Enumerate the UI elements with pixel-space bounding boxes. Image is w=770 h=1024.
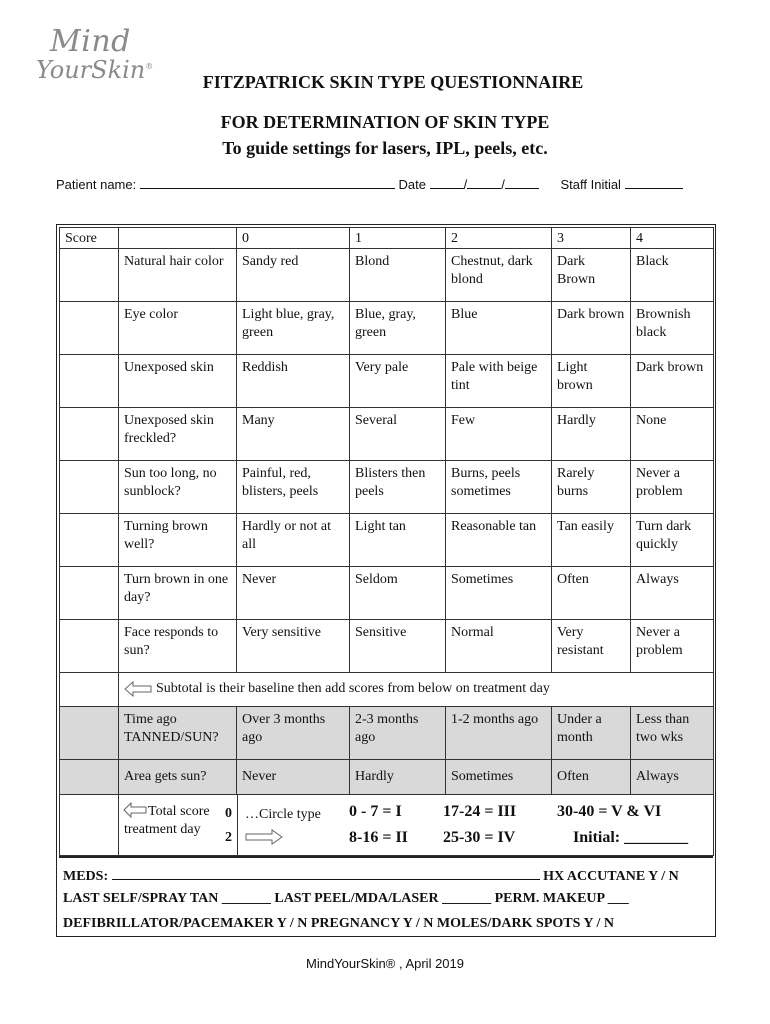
score-cell[interactable]	[60, 302, 119, 355]
question-cell: Area gets sun?	[119, 760, 237, 795]
answer-cell: Often	[552, 567, 631, 620]
answer-cell: Chestnut, dark blond	[446, 249, 552, 302]
answer-cell: 1-2 months ago	[446, 707, 552, 760]
header-row	[60, 228, 714, 249]
date-month-field[interactable]	[430, 176, 464, 189]
total-digit-2: 2	[225, 830, 232, 845]
answer-cell: Always	[631, 567, 714, 620]
question-cell: Unexposed skin freckled?	[119, 408, 237, 461]
arrow-right-icon	[245, 829, 283, 845]
question-cell: Natural hair color	[119, 249, 237, 302]
answer-cell: Blue, gray, green	[350, 302, 446, 355]
arrow-left-icon	[124, 681, 152, 697]
answer-cell: Normal	[446, 620, 552, 673]
patient-name-label: Patient name:	[56, 177, 137, 192]
questionnaire-table	[59, 227, 714, 856]
answer-cell: Very sensitive	[237, 620, 350, 673]
table-row	[60, 620, 714, 673]
page-subtitle-2: To guide settings for lasers, IPL, peels, etc.	[222, 138, 548, 158]
answer-cell: Very pale	[350, 355, 446, 408]
answer-cell: Many	[237, 408, 350, 461]
subtotal-text: Subtotal is their baseline then add scores from below on treatment day	[156, 681, 550, 696]
answer-cell: Never	[237, 567, 350, 620]
page-title: FITZPATRICK SKIN TYPE QUESTIONNAIRE	[202, 72, 584, 92]
question-cell: Turning brown well?	[119, 514, 237, 567]
answer-cell: 2-3 months ago	[350, 707, 446, 760]
header-2: 2	[446, 228, 552, 249]
table-row	[60, 355, 714, 408]
header-0: 0	[237, 228, 350, 249]
question-cell: Eye color	[119, 302, 237, 355]
answer-cell: Turn dark quickly	[631, 514, 714, 567]
table-row	[60, 408, 714, 461]
date-label: Date	[398, 177, 426, 192]
answer-cell: Light brown	[552, 355, 631, 408]
answer-cell: Dark Brown	[552, 249, 631, 302]
answer-cell: None	[631, 408, 714, 461]
score-cell[interactable]	[60, 461, 119, 514]
header-score: Score	[60, 228, 119, 249]
staff-initial-label: Staff Initial	[560, 177, 621, 192]
answer-cell: Black	[631, 249, 714, 302]
subtotal-note	[119, 673, 714, 707]
footer: MindYourSkin® , April 2019	[306, 956, 464, 971]
question-cell: Face responds to sun?	[119, 620, 237, 673]
treatment-row	[60, 707, 714, 760]
score-cell[interactable]	[60, 408, 119, 461]
total-cell	[119, 795, 714, 856]
score-cell[interactable]	[60, 355, 119, 408]
question-cell: Unexposed skin	[119, 355, 237, 408]
table-row	[60, 302, 714, 355]
score-cell[interactable]	[60, 567, 119, 620]
answer-cell: Never a problem	[631, 620, 714, 673]
medical-history	[59, 856, 713, 936]
subtotal-score-cell[interactable]	[60, 673, 119, 707]
header-4: 4	[631, 228, 714, 249]
meds-line	[63, 866, 679, 885]
type-range-4: 25-30 = IV	[443, 829, 516, 846]
meds-label: MEDS:	[63, 869, 109, 884]
patient-name-field[interactable]	[140, 176, 395, 189]
date-day-field[interactable]	[467, 176, 501, 189]
logo-line2: YourSkin®	[36, 56, 154, 84]
answer-cell: Dark brown	[631, 355, 714, 408]
tan-peel-line: LAST SELF/SPRAY TAN _______ LAST PEEL/MDA/LASER _______ PERM. MAKEUP ___	[63, 891, 629, 906]
score-cell[interactable]	[60, 760, 119, 795]
question-cell: Sun too long, no sunblock?	[119, 461, 237, 514]
date-sep: /	[501, 177, 505, 192]
answer-cell: Blue	[446, 302, 552, 355]
answer-cell: Rarely burns	[552, 461, 631, 514]
answer-cell: Often	[552, 760, 631, 795]
table-row	[60, 461, 714, 514]
answer-cell: Painful, red, blisters, peels	[237, 461, 350, 514]
answer-cell: Very resistant	[552, 620, 631, 673]
table-row	[60, 249, 714, 302]
score-cell[interactable]	[60, 620, 119, 673]
type-range-3: 17-24 = III	[443, 803, 517, 820]
score-cell[interactable]	[60, 707, 119, 760]
score-cell[interactable]	[60, 249, 119, 302]
answer-cell: Blisters then peels	[350, 461, 446, 514]
question-cell: Time ago TANNED/SUN?	[119, 707, 237, 760]
header-1: 1	[350, 228, 446, 249]
answer-cell: Seldom	[350, 567, 446, 620]
header-3: 3	[552, 228, 631, 249]
answer-cell: Hardly	[350, 760, 446, 795]
answer-cell: Tan easily	[552, 514, 631, 567]
initial-field[interactable]: Initial: ________	[573, 829, 689, 846]
answer-cell: Pale with beige tint	[446, 355, 552, 408]
total-score-cell[interactable]	[60, 795, 119, 856]
answer-cell: Hardly or not at all	[237, 514, 350, 567]
accutane-label: HX ACCUTANE Y / N	[543, 869, 679, 884]
total-label: Total score treatment day	[124, 804, 210, 837]
answer-cell: Dark brown	[552, 302, 631, 355]
type-range-1: 0 - 7 = I	[349, 803, 402, 820]
question-cell: Turn brown in one day?	[119, 567, 237, 620]
answer-cell: Several	[350, 408, 446, 461]
score-cell[interactable]	[60, 514, 119, 567]
circle-type-label: …Circle type	[245, 807, 321, 822]
staff-initial-field[interactable]	[625, 176, 683, 189]
answer-cell: Sandy red	[237, 249, 350, 302]
questionnaire	[56, 224, 716, 937]
answer-cell: Brownish black	[631, 302, 714, 355]
meds-field[interactable]	[112, 866, 540, 880]
table-row	[60, 514, 714, 567]
date-sep: /	[463, 177, 468, 192]
devices-line: DEFIBRILLATOR/PACEMAKER Y / N PREGNANCY Y / N MOLES/DARK SPOTS Y / N	[63, 916, 614, 931]
answer-cell: Always	[631, 760, 714, 795]
header-blank	[119, 228, 237, 249]
answer-cell: Few	[446, 408, 552, 461]
answer-cell: Light blue, gray, green	[237, 302, 350, 355]
answer-cell: Sometimes	[446, 567, 552, 620]
type-range-2: 8-16 = II	[349, 829, 408, 846]
answer-cell: Never	[237, 760, 350, 795]
date-year-field[interactable]	[505, 176, 539, 189]
answer-cell: Never a problem	[631, 461, 714, 514]
page-subtitle-1: FOR DETERMINATION OF SKIN TYPE	[220, 112, 550, 132]
answer-cell: Over 3 months ago	[237, 707, 350, 760]
answer-cell: Sometimes	[446, 760, 552, 795]
total-row	[60, 795, 714, 856]
logo-line1: Mind	[50, 24, 131, 59]
answer-cell: Sensitive	[350, 620, 446, 673]
table-row	[60, 567, 714, 620]
subtotal-row	[60, 673, 714, 707]
total-digit-1: 0	[225, 806, 232, 821]
answer-cell: Blond	[350, 249, 446, 302]
answer-cell: Light tan	[350, 514, 446, 567]
answer-cell: Reasonable tan	[446, 514, 552, 567]
answer-cell: Burns, peels sometimes	[446, 461, 552, 514]
treatment-row	[60, 760, 714, 795]
answer-cell: Less than two wks	[631, 707, 714, 760]
answer-cell: Hardly	[552, 408, 631, 461]
answer-cell: Reddish	[237, 355, 350, 408]
type-range-5: 30-40 = V & VI	[557, 803, 662, 820]
answer-cell: Under a month	[552, 707, 631, 760]
patient-line	[56, 176, 716, 192]
